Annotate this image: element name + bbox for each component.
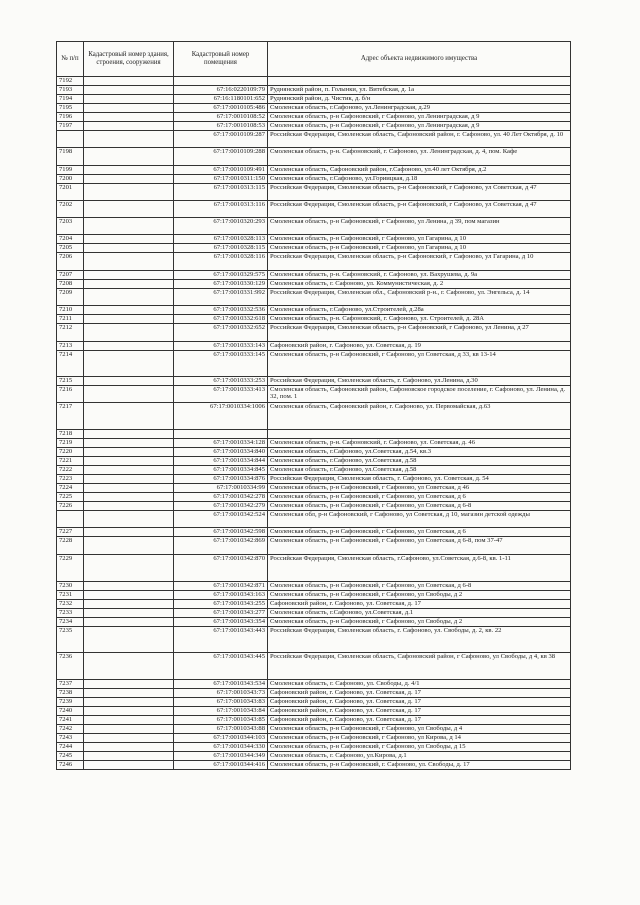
room-cadastral-cell: 67:17:0010334:876: [174, 474, 268, 483]
room-cadastral-cell: 67:17:0010332:618: [174, 314, 268, 323]
building-cadastral-cell: [84, 679, 174, 688]
row-number: 7202: [57, 200, 84, 217]
header-room-cadastral: Кадастровый номер помещения: [174, 42, 268, 77]
row-number: 7238: [57, 688, 84, 697]
row-number: 7218: [57, 429, 84, 438]
address-cell: Российская Федерация, Смоленская область, р-н Сафоновский, г Сафоново, ул Ленина, д 27: [268, 323, 571, 341]
room-cadastral-cell: 67:17:0010343:445: [174, 652, 268, 679]
building-cadastral-cell: [84, 288, 174, 305]
row-number: 7214: [57, 350, 84, 376]
table-row: [57, 95, 571, 104]
row-number: 7195: [57, 104, 84, 113]
building-cadastral-cell: [84, 447, 174, 456]
address-cell: Сафоновский район, г. Сафоново, ул. Советская, д. 17: [268, 706, 571, 715]
row-number: 7200: [57, 174, 84, 183]
row-number: 7227: [57, 527, 84, 536]
table-row: [57, 751, 571, 760]
header-num: № п/п: [57, 42, 84, 77]
room-cadastral-cell: [174, 77, 268, 86]
room-cadastral-cell: 67:17:0010342:524: [174, 510, 268, 527]
address-cell: Российская Федерация, Смоленская область, г.Сафоново, ул.Советская, д.6-8, кв. 1-11: [268, 554, 571, 581]
building-cadastral-cell: [84, 617, 174, 626]
building-cadastral-cell: [84, 465, 174, 474]
building-cadastral-cell: [84, 217, 174, 234]
building-cadastral-cell: [84, 429, 174, 438]
building-cadastral-cell: [84, 608, 174, 617]
address-cell: Смоленская область, р-н. Сафоновский, г. Сафоново, ул. Вахрушева, д. 9а: [268, 270, 571, 279]
row-number: 7193: [57, 86, 84, 95]
address-cell: Смоленская область, Сафоновский район, г. Сафоново, ул. Первомайская, д.63: [268, 402, 571, 429]
address-cell: Сафоновский район, г. Сафоново, ул. Советская, д. 17: [268, 688, 571, 697]
address-cell: Смоленская область, р-н Сафоновский, г Сафоново, ул Ленинградская, д 9: [268, 122, 571, 131]
building-cadastral-cell: [84, 652, 174, 679]
address-cell: Смоленская область, р-н Сафоновский, г Сафоново, ул Советская, д 6: [268, 527, 571, 536]
address-cell: Смоленская область, р-н. Сафоновский, г. Сафоново, ул. Ленинградская, д. 4, пом. Кафе: [268, 147, 571, 165]
building-cadastral-cell: [84, 113, 174, 122]
table-row: [57, 599, 571, 608]
row-number: 7232: [57, 599, 84, 608]
building-cadastral-cell: [84, 438, 174, 447]
room-cadastral-cell: 67:17:0010328:116: [174, 252, 268, 270]
building-cadastral-cell: [84, 554, 174, 581]
building-cadastral-cell: [84, 385, 174, 402]
table-row: [57, 608, 571, 617]
address-cell: Руднянский район, д. Чистик, д. б/н: [268, 95, 571, 104]
row-number: 7237: [57, 679, 84, 688]
building-cadastral-cell: [84, 706, 174, 715]
row-number: 7219: [57, 438, 84, 447]
room-cadastral-cell: 67:17:0010332:652: [174, 323, 268, 341]
room-cadastral-cell: 67:17:0010342:869: [174, 536, 268, 554]
table-row: [57, 288, 571, 305]
building-cadastral-cell: [84, 697, 174, 706]
table-row: [57, 243, 571, 252]
table-row: [57, 113, 571, 122]
room-cadastral-cell: 67:17:0010105:486: [174, 104, 268, 113]
building-cadastral-cell: [84, 510, 174, 527]
address-cell: Российская Федерация, Смоленская область, г. Сафоново, ул.Ленина, д.30: [268, 376, 571, 385]
row-number: 7243: [57, 733, 84, 742]
row-number: 7231: [57, 590, 84, 599]
header-address: Адрес объекта недвижимого имущества: [268, 42, 571, 77]
building-cadastral-cell: [84, 456, 174, 465]
row-number: 7216: [57, 385, 84, 402]
building-cadastral-cell: [84, 402, 174, 429]
table-row: [57, 130, 571, 147]
table-row: [57, 474, 571, 483]
row-number: 7222: [57, 465, 84, 474]
building-cadastral-cell: [84, 86, 174, 95]
table-row: [57, 501, 571, 510]
table-row: [57, 217, 571, 234]
address-cell: Смоленская область, р-н Сафоновский, г Сафоново, ул Советская, д 33, кв 13-14: [268, 350, 571, 376]
address-cell: Смоленская область, г.Сафоново, ул.Советская, д.54, кв.3: [268, 447, 571, 456]
table-row: [57, 483, 571, 492]
table-row: [57, 465, 571, 474]
table-row: [57, 341, 571, 350]
building-cadastral-cell: [84, 234, 174, 243]
address-cell: Российская Федерация, Смоленская область, р-н Сафоновский, г Сафоново, ул Гагарина, д 10: [268, 252, 571, 270]
building-cadastral-cell: [84, 474, 174, 483]
table-row: [57, 86, 571, 95]
room-cadastral-cell: 67:17:0010342:598: [174, 527, 268, 536]
row-number: 7196: [57, 113, 84, 122]
room-cadastral-cell: 67:17:0010344:330: [174, 742, 268, 751]
address-cell: Смоленская область, г. Сафоново, ул. Коммунистическая, д. 2: [268, 279, 571, 288]
address-cell: Смоленская область, р-н Сафоновский, г Сафоново, ул Гагарина, д 10: [268, 243, 571, 252]
building-cadastral-cell: [84, 270, 174, 279]
table-row: [57, 760, 571, 769]
building-cadastral-cell: [84, 599, 174, 608]
room-cadastral-cell: 67:17:0010343:255: [174, 599, 268, 608]
table-row: [57, 617, 571, 626]
row-number: 7241: [57, 715, 84, 724]
address-cell: Смоленская область, р-н Сафоновский, г. Сафоново, ул. Свободы, д. 17: [268, 760, 571, 769]
room-cadastral-cell: 67:17:0010343:84: [174, 706, 268, 715]
room-cadastral-cell: 67:17:0010343:443: [174, 626, 268, 652]
address-cell: Смоленская область, р-н Сафоновский, г Сафоново, ул Советская, д 6-8, пом 37-47: [268, 536, 571, 554]
address-cell: Смоленская область, г.Сафоново, ул.Советская, д.58: [268, 465, 571, 474]
room-cadastral-cell: 67:17:0010343:277: [174, 608, 268, 617]
address-cell: Российская Федерация, Смоленская область, Сафоновский район, г Сафоново, ул Свободы, д 4, кв 38: [268, 652, 571, 679]
room-cadastral-cell: 67:17:0010109:287: [174, 130, 268, 147]
room-cadastral-cell: 67:17:0010343:73: [174, 688, 268, 697]
address-cell: Смоленская область, р-н. Сафоновский, г. Сафоново, ул. Советская, д. 46: [268, 438, 571, 447]
room-cadastral-cell: 67:17:0010342:279: [174, 501, 268, 510]
table-row: [57, 183, 571, 200]
table-row: [57, 429, 571, 438]
building-cadastral-cell: [84, 183, 174, 200]
building-cadastral-cell: [84, 350, 174, 376]
room-cadastral-cell: 67:17:0010344:103: [174, 733, 268, 742]
row-number: 7221: [57, 456, 84, 465]
building-cadastral-cell: [84, 536, 174, 554]
room-cadastral-cell: 67:17:0010330:129: [174, 279, 268, 288]
building-cadastral-cell: [84, 376, 174, 385]
row-number: 7199: [57, 165, 84, 174]
row-number: 7246: [57, 760, 84, 769]
row-number: 7213: [57, 341, 84, 350]
table-row: [57, 679, 571, 688]
table-row: [57, 590, 571, 599]
row-number: 7225: [57, 492, 84, 501]
room-cadastral-cell: [174, 429, 268, 438]
row-number: 7201: [57, 183, 84, 200]
building-cadastral-cell: [84, 492, 174, 501]
room-cadastral-cell: 67:17:0010108:53: [174, 122, 268, 131]
table-row: [57, 510, 571, 527]
address-cell: Российская Федерация, Смоленская область, г. Сафоново, ул. Советская, д. 54: [268, 474, 571, 483]
address-cell: Смоленская область, Сафоновский район, г.Сафоново, ул.40 лет Октября, д.2: [268, 165, 571, 174]
row-number: 7235: [57, 626, 84, 652]
header-building-cadastral: Кадастровый номер здания, строения, сооружения: [84, 42, 174, 77]
row-number: 7236: [57, 652, 84, 679]
row-number: 7234: [57, 617, 84, 626]
row-number: 7204: [57, 234, 84, 243]
address-cell: Смоленская область, г.Сафоново, ул.Строителей, д.28а: [268, 305, 571, 314]
row-number: 7209: [57, 288, 84, 305]
row-number: 7205: [57, 243, 84, 252]
room-cadastral-cell: 67:17:0010109:288: [174, 147, 268, 165]
room-cadastral-cell: 67:17:0010344:349: [174, 751, 268, 760]
row-number: 7211: [57, 314, 84, 323]
building-cadastral-cell: [84, 527, 174, 536]
building-cadastral-cell: [84, 590, 174, 599]
table-row: [57, 688, 571, 697]
address-cell: [268, 429, 571, 438]
property-register-table: [56, 41, 571, 770]
room-cadastral-cell: 67:17:0010343:163: [174, 590, 268, 599]
room-cadastral-cell: 67:17:0010313:115: [174, 183, 268, 200]
address-cell: Смоленская обл, р-н Сафоновский, г Сафоново, ул Советская, д 10, магазин детской одежды: [268, 510, 571, 527]
table-row: [57, 385, 571, 402]
building-cadastral-cell: [84, 501, 174, 510]
table-header-row: [57, 42, 571, 77]
building-cadastral-cell: [84, 581, 174, 590]
address-cell: Российская Федерация, Смоленская область, р-н Сафоновский, г Сафоново, ул Советская, д 47: [268, 200, 571, 217]
room-cadastral-cell: 67:17:0010333:145: [174, 350, 268, 376]
address-cell: Смоленская область, Сафоновский район, Сафоновское городское поселение, г. Сафоново, ул. Ленина, д. 32, пом. 1: [268, 385, 571, 402]
table-row: [57, 554, 571, 581]
room-cadastral-cell: 67:16:1180101:652: [174, 95, 268, 104]
building-cadastral-cell: [84, 252, 174, 270]
room-cadastral-cell: 67:17:0010342:871: [174, 581, 268, 590]
address-cell: Сафоновский район, г. Сафоново, ул. Советская, д. 19: [268, 341, 571, 350]
room-cadastral-cell: 67:17:0010333:413: [174, 385, 268, 402]
room-cadastral-cell: 67:17:0010343:88: [174, 724, 268, 733]
room-cadastral-cell: 67:17:0010344:416: [174, 760, 268, 769]
room-cadastral-cell: 67:17:0010343:534: [174, 679, 268, 688]
row-number: 7229: [57, 554, 84, 581]
table-row: [57, 376, 571, 385]
row-number: 7210: [57, 305, 84, 314]
building-cadastral-cell: [84, 751, 174, 760]
row-number: 7197: [57, 122, 84, 131]
table-row: [57, 270, 571, 279]
building-cadastral-cell: [84, 279, 174, 288]
building-cadastral-cell: [84, 104, 174, 113]
building-cadastral-cell: [84, 742, 174, 751]
building-cadastral-cell: [84, 715, 174, 724]
table-row: [57, 527, 571, 536]
row-number: 7242: [57, 724, 84, 733]
table-row: [57, 447, 571, 456]
row-number: 7223: [57, 474, 84, 483]
room-cadastral-cell: 67:17:0010329:575: [174, 270, 268, 279]
room-cadastral-cell: 67:17:0010343:83: [174, 697, 268, 706]
table-row: [57, 402, 571, 429]
row-number: 7206: [57, 252, 84, 270]
building-cadastral-cell: [84, 323, 174, 341]
row-number: [57, 510, 84, 527]
row-number: 7217: [57, 402, 84, 429]
row-number: 7230: [57, 581, 84, 590]
row-number: 7228: [57, 536, 84, 554]
room-cadastral-cell: 67:17:0010332:536: [174, 305, 268, 314]
row-number: 7198: [57, 147, 84, 165]
row-number: 7226: [57, 501, 84, 510]
room-cadastral-cell: 67:17:0010328:115: [174, 243, 268, 252]
building-cadastral-cell: [84, 95, 174, 104]
row-number: 7215: [57, 376, 84, 385]
address-cell: Смоленская область, г. Сафоново, ул.Кирова, д.1: [268, 751, 571, 760]
table-row: [57, 350, 571, 376]
address-cell: Смоленская область, р-н Сафоновский, г Сафоново, ул Ленина, д 39, пом магазин: [268, 217, 571, 234]
table-row: [57, 715, 571, 724]
row-number: 7208: [57, 279, 84, 288]
room-cadastral-cell: 67:17:0010343:85: [174, 715, 268, 724]
room-cadastral-cell: 67:16:0220109:79: [174, 86, 268, 95]
building-cadastral-cell: [84, 147, 174, 165]
room-cadastral-cell: 67:17:0010320:293: [174, 217, 268, 234]
address-cell: Сафоновский район, г. Сафоново, ул. Советская, д. 17: [268, 715, 571, 724]
building-cadastral-cell: [84, 483, 174, 492]
table-row: [57, 697, 571, 706]
address-cell: Смоленская область, р-н Сафоновский, г Сафоново, ул Кирова, д 14: [268, 733, 571, 742]
table-row: [57, 122, 571, 131]
room-cadastral-cell: 67:17:0010342:870: [174, 554, 268, 581]
address-cell: Сафоновский район, г. Сафоново, ул. Советская, д. 17: [268, 697, 571, 706]
address-cell: Смоленская область, р-н Сафоновский, г Сафоново, ул Советская, д 6-8: [268, 501, 571, 510]
table-row: [57, 165, 571, 174]
building-cadastral-cell: [84, 243, 174, 252]
room-cadastral-cell: 67:17:0010108:52: [174, 113, 268, 122]
table-row: [57, 456, 571, 465]
table-body: [57, 77, 571, 770]
row-number: 7245: [57, 751, 84, 760]
table-row: [57, 724, 571, 733]
room-cadastral-cell: 67:17:0010331:992: [174, 288, 268, 305]
address-cell: Смоленская область, р-н Сафоновский, г Сафоново, ул Свободы, д 4: [268, 724, 571, 733]
address-cell: Смоленская область, р-н Сафоновский, г Сафоново, ул Свободы, д 15: [268, 742, 571, 751]
room-cadastral-cell: 67:17:0010334:840: [174, 447, 268, 456]
table-row: [57, 314, 571, 323]
table-row: [57, 706, 571, 715]
address-cell: Смоленская область, р-н Сафоновский, г Сафоново, ул Советская, д 6-8: [268, 581, 571, 590]
address-cell: Смоленская область, р-н Сафоновский, г Сафоново, ул Ленинградская, д 9: [268, 113, 571, 122]
table-row: [57, 323, 571, 341]
table-row: [57, 174, 571, 183]
building-cadastral-cell: [84, 122, 174, 131]
address-cell: Смоленская область, р-н Сафоновский, г Сафоново, ул Советская, д 6: [268, 492, 571, 501]
table-row: [57, 536, 571, 554]
row-number: 7194: [57, 95, 84, 104]
address-cell: Смоленская область, р-н Сафоновский, г Сафоново, ул Советская, д 46: [268, 483, 571, 492]
room-cadastral-cell: 67:17:0010334:844: [174, 456, 268, 465]
row-number: 7220: [57, 447, 84, 456]
address-cell: Российская Федерация, Смоленская область, Сафоновский район, г. Сафоново, ул. 40 Лет Октября, д. 10: [268, 130, 571, 147]
address-cell: Смоленская область, г.Сафоново, ул.Ленинградская, д.29: [268, 104, 571, 113]
room-cadastral-cell: 67:17:0010343:354: [174, 617, 268, 626]
building-cadastral-cell: [84, 341, 174, 350]
building-cadastral-cell: [84, 77, 174, 86]
building-cadastral-cell: [84, 165, 174, 174]
room-cadastral-cell: 67:17:0010334:1006: [174, 402, 268, 429]
address-cell: Российская Федерация, Смоленская обл., Сафоновский р-н., г. Сафоново, ул. Энгельса, д. 14: [268, 288, 571, 305]
table-row: [57, 252, 571, 270]
address-cell: Смоленская область, г.Сафоново, ул.Гориицкая, д.18: [268, 174, 571, 183]
row-number: 7212: [57, 323, 84, 341]
row-number: 7239: [57, 697, 84, 706]
room-cadastral-cell: 67:17:0010342:278: [174, 492, 268, 501]
address-cell: Руднянский район, п. Голынки, ул. Витебская, д. 1а: [268, 86, 571, 95]
address-cell: Российская Федерация, Смоленская область, г. Сафоново, ул. Свободы, д. 2, кв. 22: [268, 626, 571, 652]
table-row: [57, 492, 571, 501]
table-row: [57, 104, 571, 113]
room-cadastral-cell: 67:17:0010334:128: [174, 438, 268, 447]
table-row: [57, 147, 571, 165]
room-cadastral-cell: 67:17:0010333:143: [174, 341, 268, 350]
address-cell: Смоленская область, г. Сафоново, ул. Свободы, д. 4/1: [268, 679, 571, 688]
table-row: [57, 626, 571, 652]
table-row: [57, 200, 571, 217]
table-row: [57, 438, 571, 447]
room-cadastral-cell: 67:17:0010334:99: [174, 483, 268, 492]
building-cadastral-cell: [84, 200, 174, 217]
address-cell: [268, 77, 571, 86]
address-cell: Смоленская область, р-н Сафоновский, г Сафоново, ул Гагарина, д 10: [268, 234, 571, 243]
room-cadastral-cell: 67:17:0010311:150: [174, 174, 268, 183]
address-cell: Сафоновский район, г. Сафоново, ул. Советская, д. 17: [268, 599, 571, 608]
row-number: 7233: [57, 608, 84, 617]
row-number: 7244: [57, 742, 84, 751]
table-row: [57, 77, 571, 86]
address-cell: Смоленская область, р-н Сафоновский, г Сафоново, ул Свободы, д 2: [268, 590, 571, 599]
room-cadastral-cell: 67:17:0010334:845: [174, 465, 268, 474]
table-row: [57, 581, 571, 590]
address-cell: Смоленская область, г.Сафоново, ул.Советская, д.1: [268, 608, 571, 617]
row-number: [57, 130, 84, 147]
row-number: 7192: [57, 77, 84, 86]
table-row: [57, 305, 571, 314]
row-number: 7240: [57, 706, 84, 715]
building-cadastral-cell: [84, 760, 174, 769]
building-cadastral-cell: [84, 724, 174, 733]
building-cadastral-cell: [84, 733, 174, 742]
building-cadastral-cell: [84, 688, 174, 697]
room-cadastral-cell: 67:17:0010313:116: [174, 200, 268, 217]
building-cadastral-cell: [84, 130, 174, 147]
room-cadastral-cell: 67:17:0010109:491: [174, 165, 268, 174]
building-cadastral-cell: [84, 626, 174, 652]
row-number: 7224: [57, 483, 84, 492]
row-number: 7207: [57, 270, 84, 279]
building-cadastral-cell: [84, 305, 174, 314]
table-row: [57, 279, 571, 288]
address-cell: Российская Федерация, Смоленская область, р-н Сафоновский, г Сафоново, ул Советская, д 47: [268, 183, 571, 200]
address-cell: Смоленская область, р-н. Сафоновский, г. Сафоново, ул. Строителей, д. 28А: [268, 314, 571, 323]
room-cadastral-cell: 67:17:0010333:253: [174, 376, 268, 385]
room-cadastral-cell: 67:17:0010328:113: [174, 234, 268, 243]
table-row: [57, 742, 571, 751]
table-row: [57, 733, 571, 742]
table-row: [57, 234, 571, 243]
table-row: [57, 652, 571, 679]
building-cadastral-cell: [84, 314, 174, 323]
address-cell: Смоленская область, г.Сафоново, ул.Советская, д.58: [268, 456, 571, 465]
building-cadastral-cell: [84, 174, 174, 183]
address-cell: Смоленская область, р-н Сафоновский, г Сафоново, ул Свободы, д 2: [268, 617, 571, 626]
row-number: 7203: [57, 217, 84, 234]
